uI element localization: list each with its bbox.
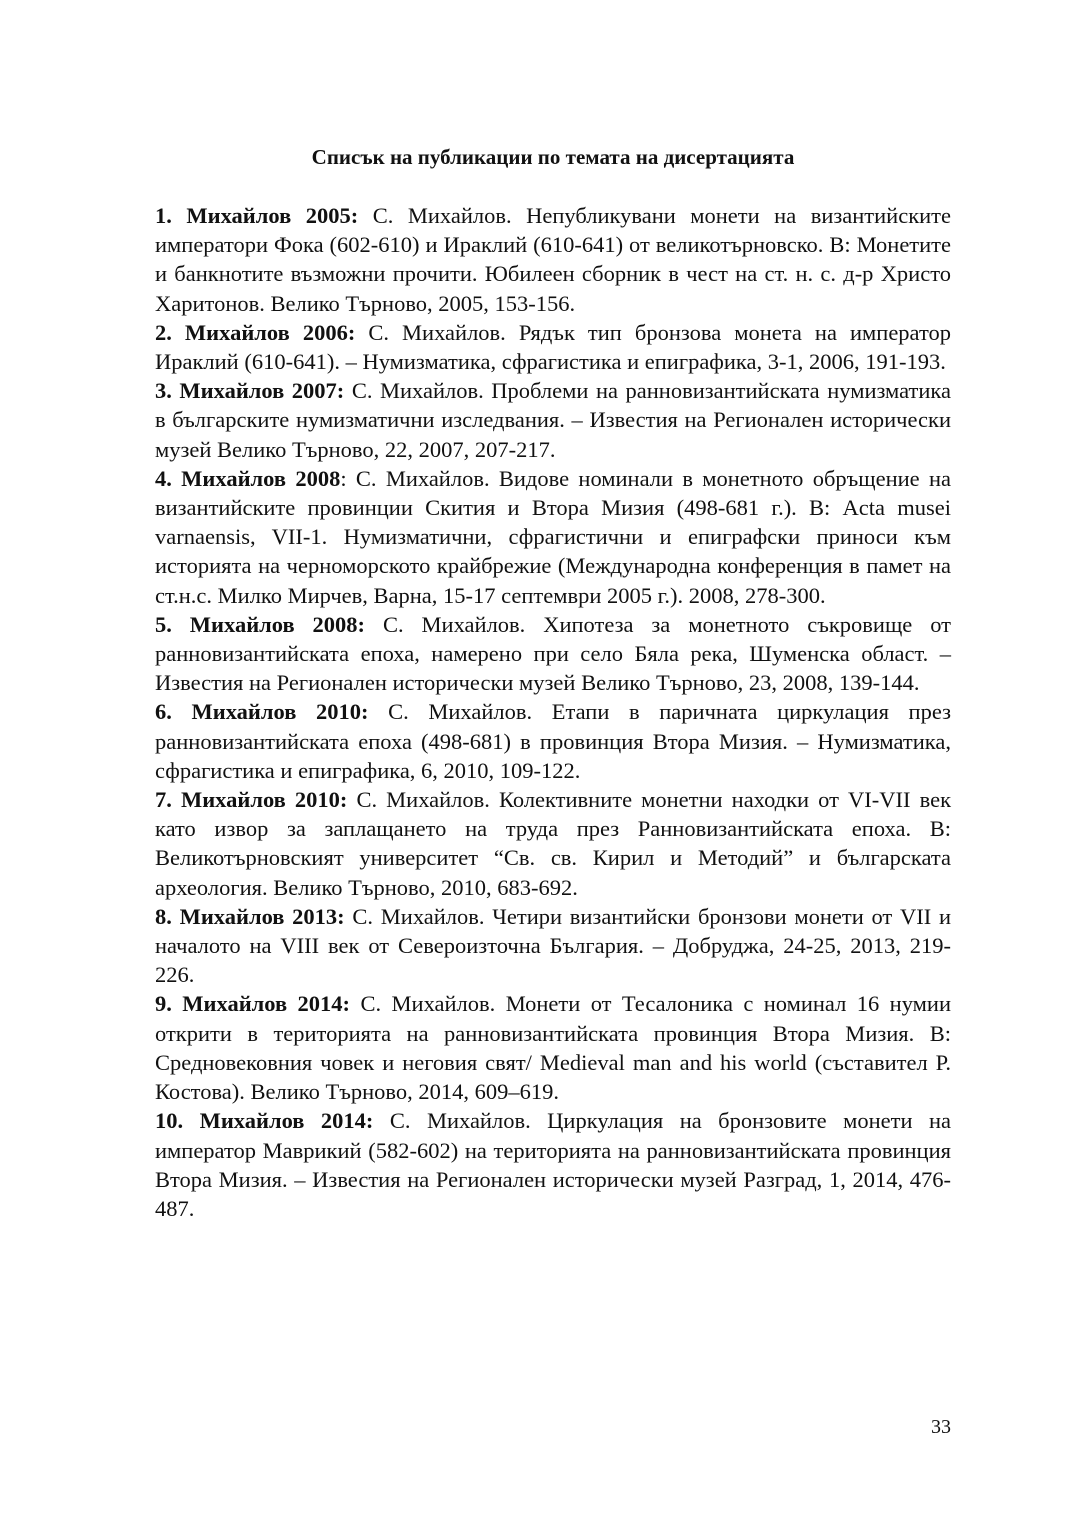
publication-text: : С. Михайлов. Видове номинали в монетното обръщение на византийските провинции Скития и Втора Мизия (498-681 г.). В: Acta musei varnaensis, VII-1. Нумизматични, сфрагистични и епиграфски приноси към историята на черноморското крайбрежие (Международна конференция в памет на ст.н.с. Милко Мирчев, Варна, 15-17 септември 2005 г.). 2008, 278-300. bbox=[155, 465, 951, 608]
publication-text: С. Михайлов. Хипотеза за монетното съкровище от ранновизантийската епоха, намерено при село Бяла река, Шуменска област. – Известия на Регионален исторически музей Велико Търново, 23, 2008, 139-144. bbox=[155, 611, 951, 696]
publication-item bbox=[155, 989, 951, 1106]
publication-text: С. Михайлов. Рядък тип бронзова монета на император Ираклий (610-641). – Нумизматика, сфрагистика и епиграфика, 3-1, 2006, 191-193. bbox=[155, 319, 952, 375]
publication-list bbox=[155, 201, 951, 1223]
page-number: 33 bbox=[931, 1416, 951, 1438]
publication-label: 7. Михайлов 2010: bbox=[155, 787, 348, 813]
publication-label: 10. Михайлов 2014: bbox=[155, 1108, 374, 1134]
publication-item bbox=[155, 785, 951, 902]
publication-item bbox=[155, 1106, 951, 1223]
publication-text: С. Михайлов. Проблеми на ранновизантийската нумизматика в българските нумизматични изследвания. – Известия на Регионален исторически музей Велико Търново, 22, 2007, 207-217. bbox=[155, 378, 951, 462]
publication-text: С. Михайлов. Циркулация на бронзовите монети на император Маврикий (582-602) на територията на ранновизантийската провинция Втора Мизия. – Известия на Регионален исторически музей Разград, 1, 2014, 476-487. bbox=[155, 1108, 952, 1221]
publication-text: С. Михайлов. Четири византийски бронзови монети от VII и началото на VIII век от Североизточна България. – Добруджа, 24-25, 2013, 219-226. bbox=[155, 903, 951, 988]
publication-item bbox=[155, 610, 951, 698]
publication-item bbox=[155, 201, 951, 318]
publication-label: 5. Михайлов 2008: bbox=[155, 611, 366, 637]
publication-label: 8. Михайлов 2013: bbox=[155, 903, 345, 929]
publication-item bbox=[155, 464, 951, 610]
publication-item bbox=[155, 902, 951, 990]
publication-item bbox=[155, 376, 951, 464]
publication-label: 3. Михайлов 2007: bbox=[155, 378, 345, 404]
publication-text: С. Михайлов. Непубликувани монети на византийските императори Фока (602-610) и Ираклий (610-641) от великотърновско. В: Монетите и банкнотите възможни прочити. Юбилеен сборник в чест на ст. н. с. д-р Христо Харитонов. Велико Търново, 2005, 153-156. bbox=[155, 203, 951, 316]
page-title: Списък на публикации по темата на дисертацията bbox=[311, 145, 795, 169]
publication-label: 9. Михайлов 2014: bbox=[155, 991, 351, 1017]
publication-label: 1. Михайлов 2005: bbox=[155, 203, 359, 228]
publication-text: С. Михайлов. Монети от Тесалоника с номинал 16 нумии открити в територията на ранновизантийската провинция Втора Мизия. В: Средновековния човек и неговия свят/ Medieval man and his world (съставител Р. Костова). Велико Търново, 2014, 609–619. bbox=[155, 991, 952, 1105]
publication-text: С. Михайлов. Колективните монетни находки от VI-VII век като извор за заплащането на труда през Ранновизантийската епоха. В: Великотърновският университет “Св. св. Кирил и Методий” и българската археология. Велико Търново, 2010, 683-692. bbox=[155, 787, 951, 900]
publication-text: С. Михайлов. Етапи в паричната циркулация през ранновизантийската епоха (498-681) в провинция Втора Мизия. – Нумизматика, сфрагистика и епиграфика, 6, 2010, 109-122. bbox=[155, 699, 951, 783]
publication-item bbox=[155, 697, 951, 785]
publication-label: 4. Михайлов 2008 bbox=[155, 465, 341, 491]
publication-item bbox=[155, 318, 951, 376]
publication-label: 2. Михайлов 2006: bbox=[155, 319, 356, 345]
publication-label: 6. Михайлов 2010: bbox=[155, 699, 369, 725]
